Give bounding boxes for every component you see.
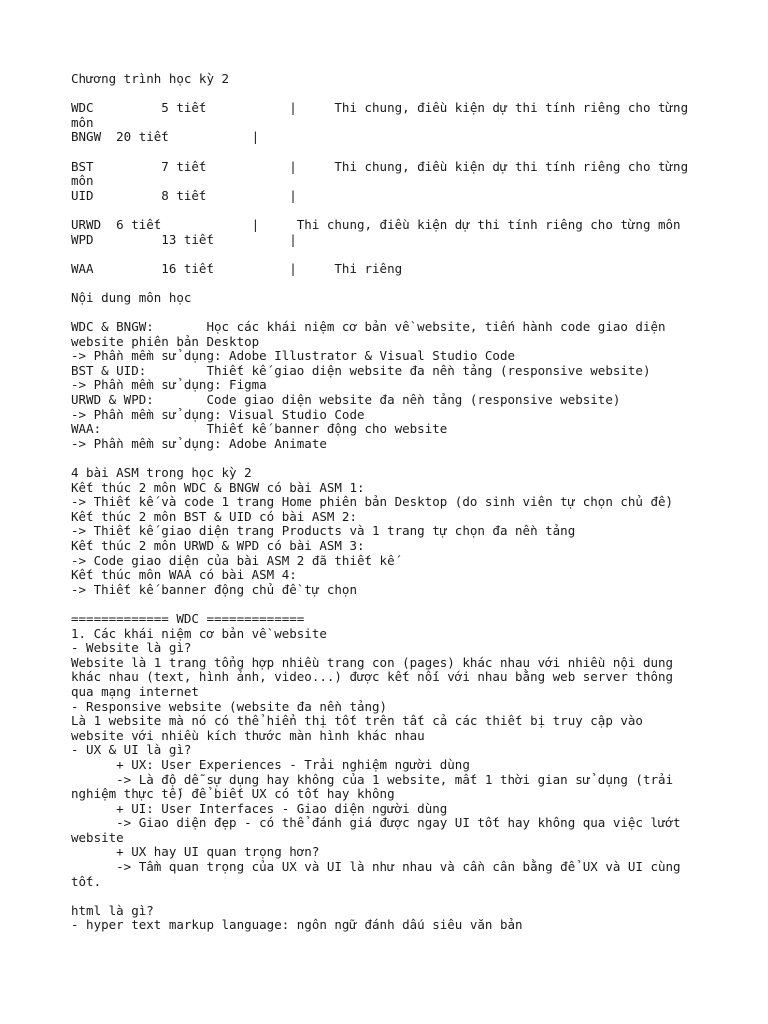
text-line — [71, 87, 696, 102]
text-line: Kết thúc 2 môn BST & UID có bài ASM 2: — [71, 508, 357, 524]
text-line: khác nhau (text, hình ảnh, video...) được kết nối với nhau bằng web server thông — [71, 669, 674, 685]
text-line: tốt. — [71, 873, 102, 889]
text-line — [71, 306, 696, 321]
text-line — [71, 451, 696, 466]
text-line: - hyper text markup language: ngôn ngữ đánh dấu siêu văn bản — [71, 917, 523, 933]
text-line: -> Thiết kế giao diện trang Products và 1 trang tự chọn đa nền tảng — [71, 523, 576, 539]
text-line: html là gì? — [71, 902, 154, 918]
text-line: Nội dung môn học — [71, 289, 192, 305]
text-line: 1. Các khái niệm cơ bản về website — [71, 625, 327, 641]
text-line: WDC 5 tiết | Thi chung, điều kiện dự thi tính riêng cho từng — [71, 100, 689, 116]
text-line: Kết thúc môn WAA có bài ASM 4: — [71, 567, 297, 583]
text-line: -> Thiết kế banner động chủ đề tự chọn — [71, 581, 357, 597]
text-line: Là 1 website mà nó có thể hiển thị tốt trên tất cả các thiết bị truy cập vào — [71, 713, 643, 729]
text-line: website — [71, 829, 124, 845]
text-line: - UX & UI là gì? — [71, 742, 192, 758]
text-line: BST 7 tiết | Thi chung, điều kiện dự thi tính riêng cho từng — [71, 158, 689, 174]
text-line — [71, 276, 696, 291]
text-line: qua mạng internet — [71, 683, 199, 699]
text-line — [71, 203, 696, 218]
text-line: URWD & WPD: Code giao diện website đa nền tảng (responsive website) — [71, 392, 621, 408]
text-line: - Responsive website (website đa nền tảng) — [71, 698, 388, 714]
text-line: BNGW 20 tiết | — [71, 129, 260, 145]
text-line: -> Phần mềm sử dụng: Adobe Animate — [71, 435, 327, 451]
text-line: -> Tầm quan trọng của UX và UI là như nhau và cần cân bằng để UX và UI cùng — [71, 859, 681, 875]
text-line — [71, 889, 696, 904]
text-line: WDC & BNGW: Học các khái niệm cơ bản về website, tiến hành code giao diện — [71, 319, 666, 335]
text-line: WPD 13 tiết | — [71, 231, 297, 247]
text-line — [71, 597, 696, 612]
text-line: Kết thúc 2 môn URWD & WPD có bài ASM 3: — [71, 538, 365, 553]
text-line — [71, 247, 696, 262]
text-line: + UX hay UI quan trọng hơn? — [71, 844, 320, 860]
text-line: Website là 1 trang tổng hợp nhiều trang con (pages) khác nhau với nhiều nội dung — [71, 654, 674, 670]
text-line: URWD 6 tiết | Thi chung, điều kiện dự thi tính riêng cho từng môn — [71, 216, 681, 232]
text-line: Chương trình học kỳ 2 — [71, 71, 230, 86]
text-line: nghiệm thực tế) để biết UX có tốt hay không — [71, 786, 395, 802]
text-line: môn — [71, 114, 94, 130]
text-line: -> Giao diện đẹp - có thể đánh giá được ngay UI tốt hay không qua việc lướt — [71, 815, 681, 831]
text-line: -> Thiết kế và code 1 trang Home phiên bản Desktop (do sinh viên tự chọn chủ đề) — [71, 494, 674, 510]
text-line: website phiên bản Desktop — [71, 333, 260, 349]
text-line: môn — [71, 173, 94, 189]
text-line: Kết thúc 2 môn WDC & BNGW có bài ASM 1: — [71, 479, 365, 495]
text-line: -> Phần mềm sử dụng: Visual Studio Code — [71, 406, 365, 422]
text-line: -> Phần mềm sử dụng: Adobe Illustrator & Visual Studio Code — [71, 348, 516, 364]
text-line: -> Code giao diện của bài ASM 2 đã thiết kế — [71, 552, 395, 568]
text-line: WAA 16 tiết | Thi riêng — [71, 260, 403, 276]
text-line: UID 8 tiết | — [71, 187, 297, 203]
text-line: - Website là gì? — [71, 640, 192, 656]
text-line: -> Là độ dễ sự dụng hay không của 1 website, mất 1 thời gian sử dụng (trải — [71, 771, 674, 787]
text-line: + UX: User Experiences - Trải nghiệm người dùng — [71, 756, 470, 772]
document-page — [71, 72, 696, 933]
text-line: BST & UID: Thiết kế giao diện website đa nền tảng (responsive website) — [71, 362, 651, 378]
text-line — [71, 145, 696, 160]
text-line: website với nhiều kích thước màn hình khác nhau — [71, 727, 425, 743]
text-line: + UI: User Interfaces - Giao diện người dùng — [71, 800, 448, 816]
text-line: -> Phần mềm sử dụng: Figma — [71, 377, 267, 393]
text-line: 4 bài ASM trong học kỳ 2 — [71, 465, 252, 481]
text-line: WAA: Thiết kế banner động cho website — [71, 421, 448, 437]
text-line: ============= WDC ============= — [71, 610, 305, 626]
